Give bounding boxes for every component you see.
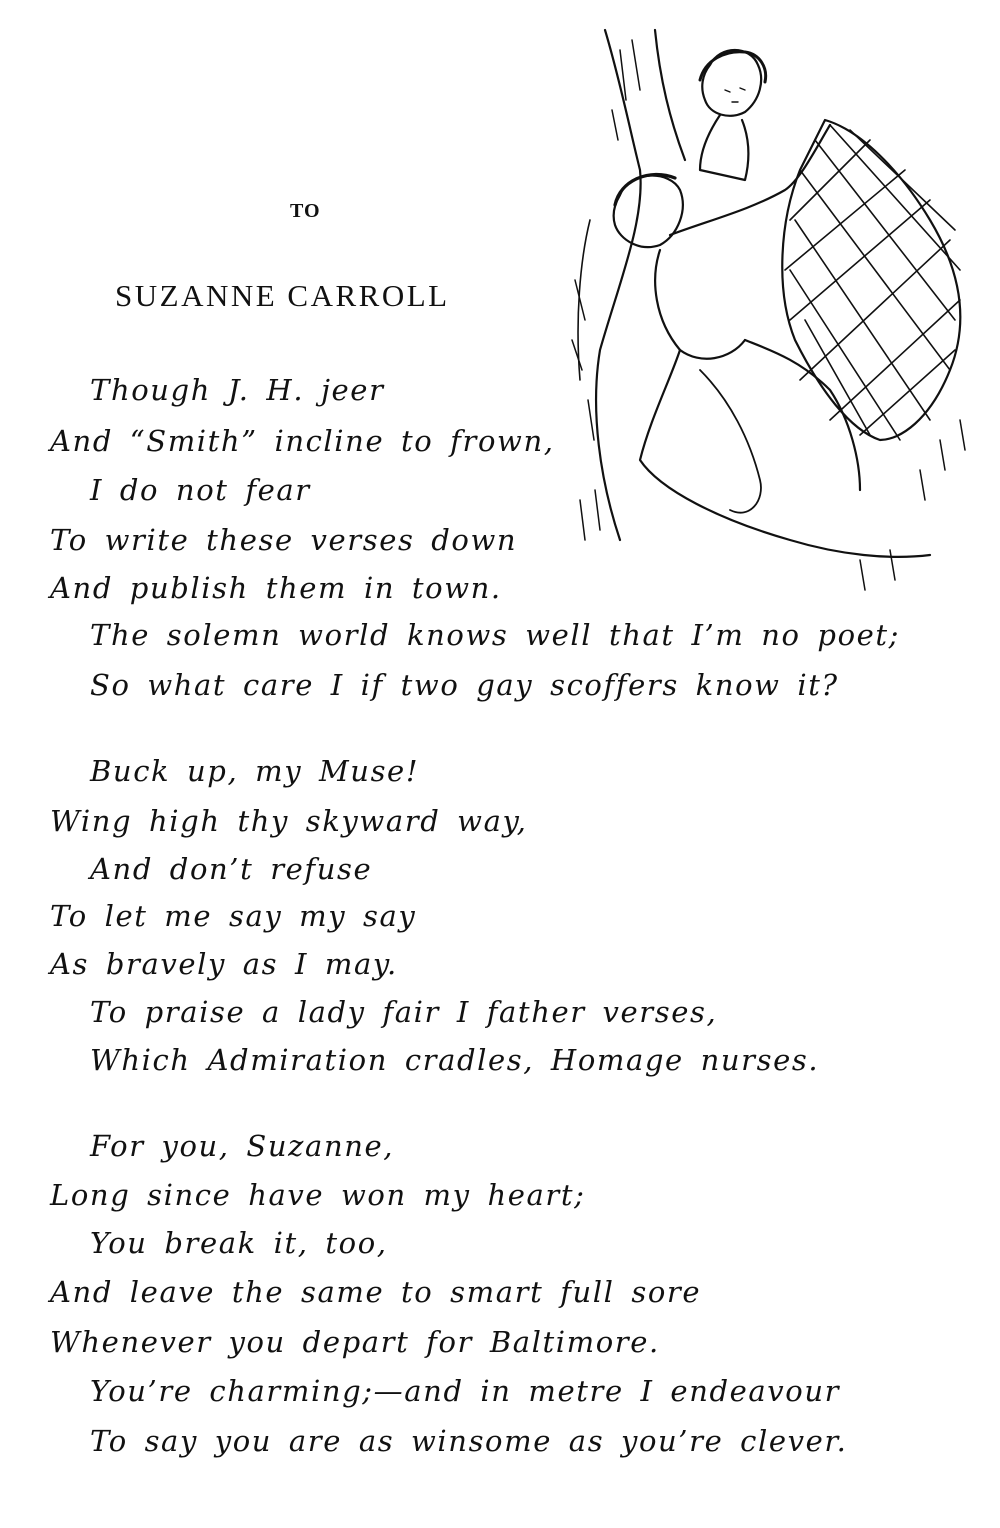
poem-line: Buck up, my Muse! xyxy=(90,754,420,788)
dedication-to: TO xyxy=(290,200,321,222)
poem-line: As bravely as I may. xyxy=(50,947,398,981)
grass xyxy=(580,420,965,590)
poem-line: So what care I if two gay scoffers know it? xyxy=(90,668,839,702)
dedication-name: SUZANNE CARROLL xyxy=(115,278,450,313)
poem-line: Wing high thy skyward way, xyxy=(50,804,528,838)
poem-line: You break it, too, xyxy=(90,1226,388,1260)
tree-trunk xyxy=(572,30,685,540)
net xyxy=(782,120,960,440)
poem-line: For you, Suzanne, xyxy=(90,1129,395,1163)
poem-line: You’re charming;—and in metre I endeavour xyxy=(90,1374,841,1408)
poem-line: And publish them in town. xyxy=(50,571,502,605)
poem-line: And don’t refuse xyxy=(90,852,373,886)
poem-line: To let me say my say xyxy=(50,899,417,933)
poem-line: To say you are as winsome as you’re clever. xyxy=(90,1424,848,1458)
poem-line: And “Smith” incline to frown, xyxy=(50,424,555,458)
poem-line: Long since have won my heart; xyxy=(50,1178,586,1212)
upper-woman xyxy=(700,50,766,180)
poem-line: Which Admiration cradles, Homage nurses. xyxy=(90,1043,820,1077)
poem-line: Though J. H. jeer xyxy=(90,373,385,407)
poem-line: Whenever you depart for Baltimore. xyxy=(50,1325,660,1359)
poem-line: And leave the same to smart full sore xyxy=(50,1275,702,1309)
lower-woman xyxy=(614,125,930,557)
poem-line: The solemn world knows well that I’m no poet; xyxy=(90,618,901,652)
poem-line: To praise a lady fair I father verses, xyxy=(90,995,718,1029)
two-women-with-net-drawing-icon xyxy=(560,20,980,610)
poem-line: To write these verses down xyxy=(50,523,518,557)
poem-line: I do not fear xyxy=(90,473,311,507)
